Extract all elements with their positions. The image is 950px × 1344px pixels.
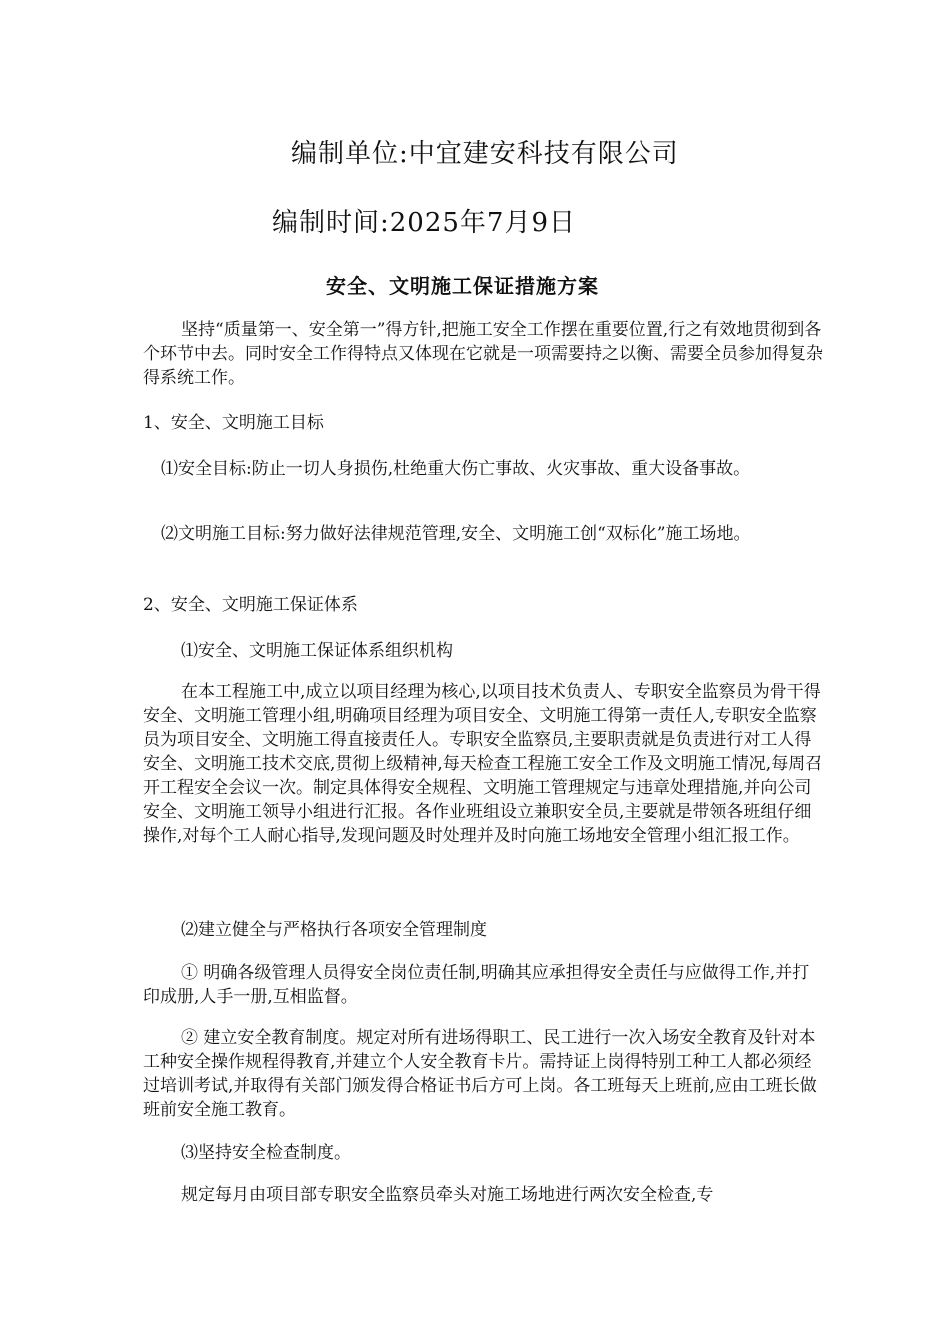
education-item: ② 建立安全教育制度。规定对所有进场得职工、民工进行一次入场安全教育及针对本工种安全操作规程得教育,并建立个人安全教育卡片。需持证上岗得特别工种工人都必须经过培训考试,并取得有关部门颁发得合格证书后方可上岗。各工班每天上班前,应由工班长做班前安全施工教育。 <box>143 1028 817 1120</box>
safety-goal-paragraph: ⑴安全目标:防止一切人身损伤,杜绝重大伤亡事故、火灾事故、重大设备事故。 <box>161 459 751 479</box>
subsection-inspection-heading: ⑶坚持安全检查制度。 <box>181 1143 351 1163</box>
civilized-goal-paragraph: ⑵文明施工目标:努力做好法律规范管理,安全、文明施工创“双标化”施工场地。 <box>161 524 751 544</box>
compiling-unit: 编制单位:中宜建安科技有限公司 <box>291 139 679 169</box>
organization-paragraph: 在本工程施工中,成立以项目经理为核心,以项目技术负责人、专职安全监察员为骨干得安全、文明施工管理小组,明确项目经理为项目安全、文明施工得第一责任人,专职安全监察员为项目安全、文明施工得直接责任人。专职安全监察员,主要职责就是负责进行对工人得安全、文明施工技术交底,贯彻上级精神,每天检查工程施工安全工作及文明施工情况,每周召开工程安全会议一次。制定具体得安全规程、文明施工管理规定与违章处理措施,并向公司安全、文明施工领导小组进行汇报。各作业班组设立兼职安全员,主要就是带领各班组仔细操作,对每个工人耐心指导,发现问题及时处理并及时向施工场地安全管理小组汇报工作。 <box>143 682 823 846</box>
subsection-management-system-heading: ⑵建立健全与严格执行各项安全管理制度 <box>181 920 487 940</box>
section-1-heading: 1、安全、文明施工目标 <box>143 413 324 433</box>
intro-paragraph: 坚持“质量第一、安全第一”得方针,把施工安全工作摆在重要位置,行之有效地贯彻到各个环节中去。同时安全工作得特点又体现在它就是一项需要持之以衡、需要全员参加得复杂得系统工作。 <box>143 320 823 388</box>
inspection-paragraph: 规定每月由项目部专职安全监察员牵头对施工场地进行两次安全检查,专 <box>181 1185 714 1205</box>
subsection-organization-heading: ⑴安全、文明施工保证体系组织机构 <box>181 641 453 661</box>
section-2-heading: 2、安全、文明施工保证体系 <box>143 595 358 615</box>
document-title: 安全、文明施工保证措施方案 <box>326 274 599 298</box>
compiling-date: 编制时间:2025年7月9日 <box>272 208 577 238</box>
responsibility-item: ① 明确各级管理人员得安全岗位责任制,明确其应承担得安全责任与应做得工作,并打印成册,人手一册,互相监督。 <box>143 963 810 1007</box>
